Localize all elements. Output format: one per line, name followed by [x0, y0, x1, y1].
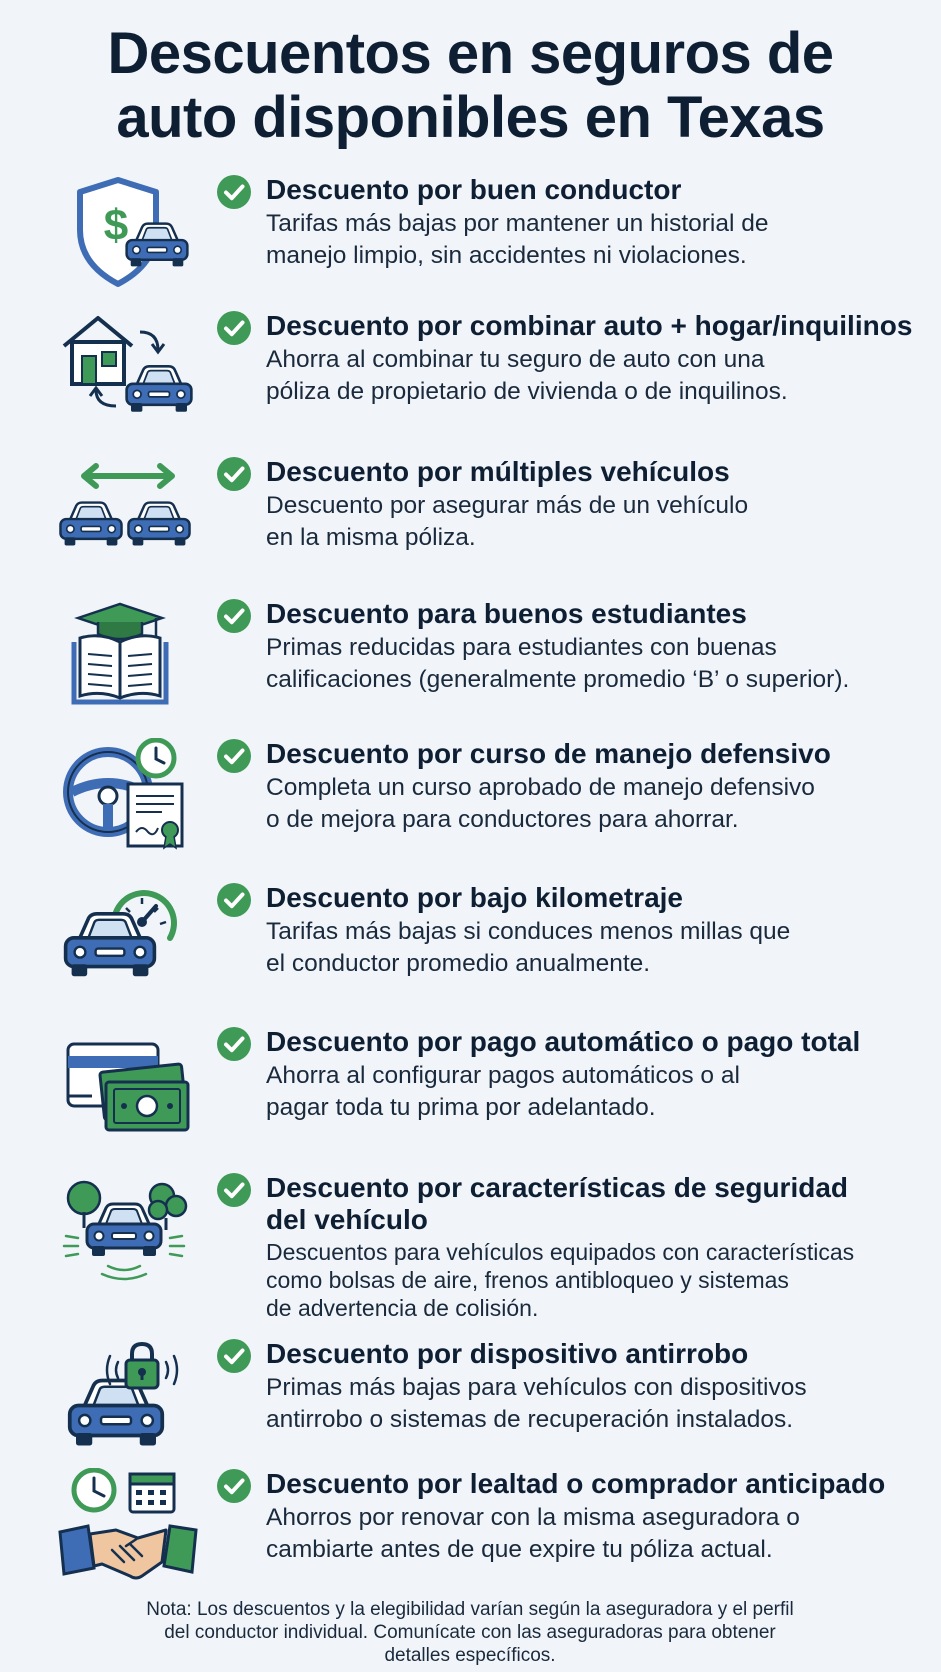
- description-line: Tarifas más bajas si conduces menos millas que: [266, 918, 791, 945]
- title-line-2: auto disponibles en Texas: [116, 85, 825, 150]
- description-line: Primas más bajas para vehículos con dispositivos: [266, 1374, 807, 1401]
- description-line: Primas reducidas para estudiantes con buenas: [266, 634, 777, 661]
- description-line: Ahorra al configurar pagos automáticos o al: [266, 1062, 740, 1089]
- check-icon: [216, 1338, 252, 1374]
- heading-line: Descuento por características de seguridad: [266, 1172, 848, 1203]
- check-icon: [216, 1172, 252, 1208]
- check-icon: [216, 882, 252, 918]
- description-line: en la misma póliza.: [266, 524, 476, 551]
- check-icon: [216, 310, 252, 346]
- discount-heading: Descuento por dispositivo antirrobo: [266, 1338, 749, 1369]
- description-line: antirrobo o sistemas de recuperación instalados.: [266, 1406, 794, 1433]
- description-line: calificaciones (generalmente promedio ‘B’ o superior).: [266, 666, 850, 693]
- car-speedometer-icon: [58, 882, 198, 998]
- book-graduation-cap-icon: [58, 598, 198, 714]
- discount-heading: Descuento por curso de manejo defensivo: [266, 738, 831, 769]
- card-cash-icon: [58, 1026, 198, 1142]
- discount-heading: Descuento por buen conductor: [266, 174, 682, 205]
- description-line: o de mejora para conductores para ahorrar.: [266, 806, 739, 833]
- discount-description: [266, 490, 926, 554]
- discount-description: [266, 1060, 926, 1124]
- car-safety-sensors-icon: [58, 1172, 198, 1288]
- discount-description: [266, 772, 926, 836]
- description-line: cambiarte antes de que expire tu póliza actual.: [266, 1536, 773, 1563]
- svg-text:$: $: [103, 201, 129, 250]
- description-line: póliza de propietario de vivienda o de inquilinos.: [266, 378, 788, 405]
- check-icon: [216, 1026, 252, 1062]
- steering-wheel-certificate-icon: [58, 738, 198, 854]
- title-line-1: Descuentos en seguros de: [107, 21, 834, 86]
- description-line: el conductor promedio anualmente.: [266, 950, 651, 977]
- discount-description: [266, 344, 926, 408]
- car-lock-icon: [58, 1338, 198, 1454]
- footnote-line: del conductor individual. Comunícate con las aseguradoras para obtener: [164, 1622, 776, 1643]
- check-icon: [216, 738, 252, 774]
- description-line: como bolsas de aire, frenos antibloqueo y sistemas: [266, 1267, 789, 1293]
- discount-heading: Descuento por múltiples vehículos: [266, 456, 730, 487]
- description-line: Ahorros por renovar con la misma aseguradora o: [266, 1504, 800, 1531]
- house-car-bundle-icon: [58, 310, 198, 426]
- shield-dollar-car-icon: [58, 174, 198, 290]
- discount-description: [266, 632, 926, 696]
- footnote-line: detalles específicos.: [384, 1645, 556, 1666]
- discount-heading: Descuento por pago automático o pago total: [266, 1026, 861, 1057]
- discount-description: [266, 208, 926, 272]
- check-icon: [216, 174, 252, 210]
- discount-heading: [266, 1172, 926, 1236]
- discount-description: [266, 1502, 926, 1566]
- footnote: [110, 1598, 830, 1667]
- description-line: pagar toda tu prima por adelantado.: [266, 1094, 656, 1121]
- page-title: [0, 22, 941, 150]
- footnote-line: Nota: Los descuentos y la elegibilidad varían según la aseguradora y el perfil: [146, 1599, 794, 1620]
- two-cars-icon: [58, 456, 198, 572]
- discount-heading: Descuento por bajo kilometraje: [266, 882, 683, 913]
- description-line: manejo limpio, sin accidentes ni violaciones.: [266, 242, 747, 269]
- check-icon: [216, 456, 252, 492]
- description-line: Descuentos para vehículos equipados con características: [266, 1239, 855, 1265]
- discount-heading: Descuento por combinar auto + hogar/inquilinos: [266, 310, 913, 341]
- description-line: Tarifas más bajas por mantener un historial de: [266, 210, 769, 237]
- discount-description: [266, 1238, 926, 1322]
- check-icon: [216, 598, 252, 634]
- discount-heading: Descuento por lealtad o comprador anticipado: [266, 1468, 886, 1499]
- description-line: Descuento por asegurar más de un vehículo: [266, 492, 749, 519]
- discount-description: [266, 916, 926, 980]
- description-line: Ahorra al combinar tu seguro de auto con una: [266, 346, 765, 373]
- discount-heading: Descuento para buenos estudiantes: [266, 598, 747, 629]
- heading-line: del vehículo: [266, 1204, 428, 1235]
- handshake-clock-calendar-icon: [58, 1468, 198, 1584]
- description-line: de advertencia de colisión.: [266, 1295, 539, 1321]
- discount-description: [266, 1372, 926, 1436]
- description-line: Completa un curso aprobado de manejo defensivo: [266, 774, 815, 801]
- check-icon: [216, 1468, 252, 1504]
